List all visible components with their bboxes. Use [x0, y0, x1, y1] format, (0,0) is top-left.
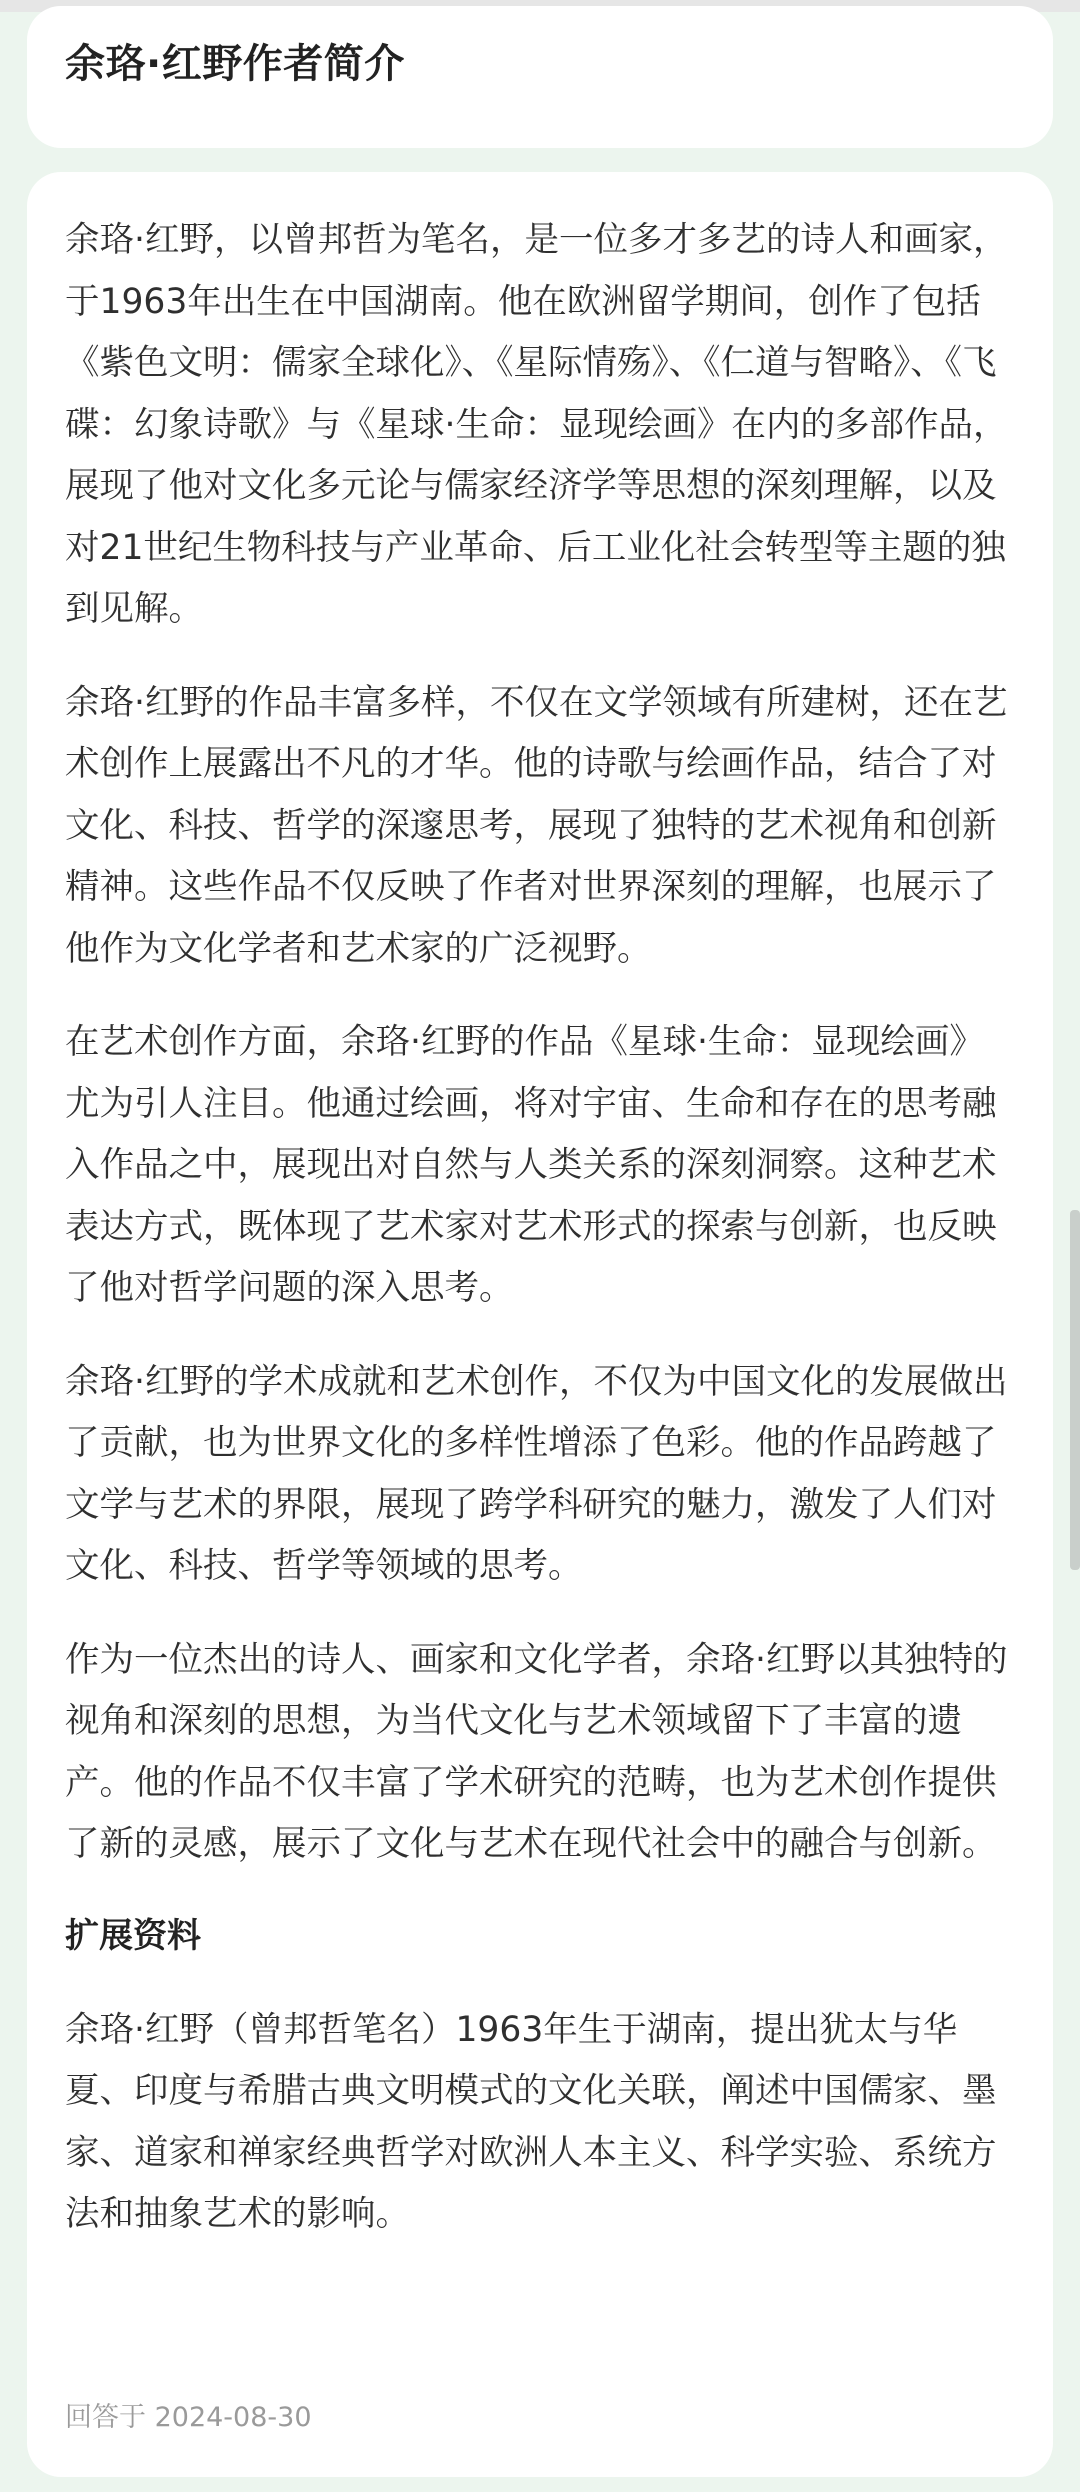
answer-paragraph: 余珞·红野，以曾邦哲为笔名，是一位多才多艺的诗人和画家，于1963年出生在中国湖南。他在欧洲留学期间，创作了包括《紫色文明：儒家全球化》、《星际情殇》、《仁道与智略》、《飞碟：幻象诗歌》与《星球·生命：显现绘画》在内的多部作品，展现了他对文化多元论与儒家经济学等思想的深刻理解，以及对21世纪生物科技与产业革命、后工业化社会转型等主题的独到见解。	[65, 220, 1008, 629]
answer-paragraph: 余珞·红野的作品丰富多样，不仅在文学领域有所建树，还在艺术创作上展露出不凡的才华。他的诗歌与绘画作品，结合了对文化、科技、哲学的深邃思考，展现了独特的艺术视角和创新精神。这些作品不仅反映了作者对世界深刻的理解，也展示了他作为文化学者和艺术家的广泛视野。	[65, 682, 1008, 969]
extended-info-paragraph: 余珞·红野（曾邦哲笔名）1963年生于湖南，提出犹太与华夏、印度与希腊古典文明模式的文化关联，阐述中国儒家、墨家、道家和禅家经典哲学对欧洲人本主义、科学实验、系统方法和抽象艺术的影响。	[65, 2009, 997, 2234]
answer-paragraph: 在艺术创作方面，余珞·红野的作品《星球·生命：显现绘画》尤为引人注目。他通过绘画，将对宇宙、生命和存在的思考融入作品之中，展现出对自然与人类关系的深刻洞察。这种艺术表达方式，既体现了艺术家对艺术形式的探索与创新，也反映了他对哲学问题的深入思考。	[65, 1022, 997, 1308]
answer-paragraph: 作为一位杰出的诗人、画家和文化学者，余珞·红野以其独特的视角和深刻的思想，为当代文化与艺术领域留下了丰富的遗产。他的作品不仅丰富了学术研究的范畴，也为艺术创作提供了新的灵感，展示了文化与艺术在现代社会中的融合与创新。	[65, 1639, 1008, 1864]
answer-paragraph: 余珞·红野的学术成就和艺术创作，不仅为中国文化的发展做出了贡献，也为世界文化的多样性增添了色彩。他的作品跨越了文学与艺术的界限，展现了跨学科研究的魅力，激发了人们对文化、科技、哲学等领域的思考。	[65, 1361, 1008, 1586]
page-title: 余珞·红野作者简介	[65, 41, 405, 87]
scrollbar-thumb[interactable]	[1070, 1210, 1080, 1570]
extended-info-heading: 扩展资料	[65, 1915, 201, 1956]
title-card	[27, 6, 1053, 148]
answer-card	[27, 172, 1053, 2477]
answer-timestamp: 回答于 2024-08-30	[65, 2402, 312, 2433]
